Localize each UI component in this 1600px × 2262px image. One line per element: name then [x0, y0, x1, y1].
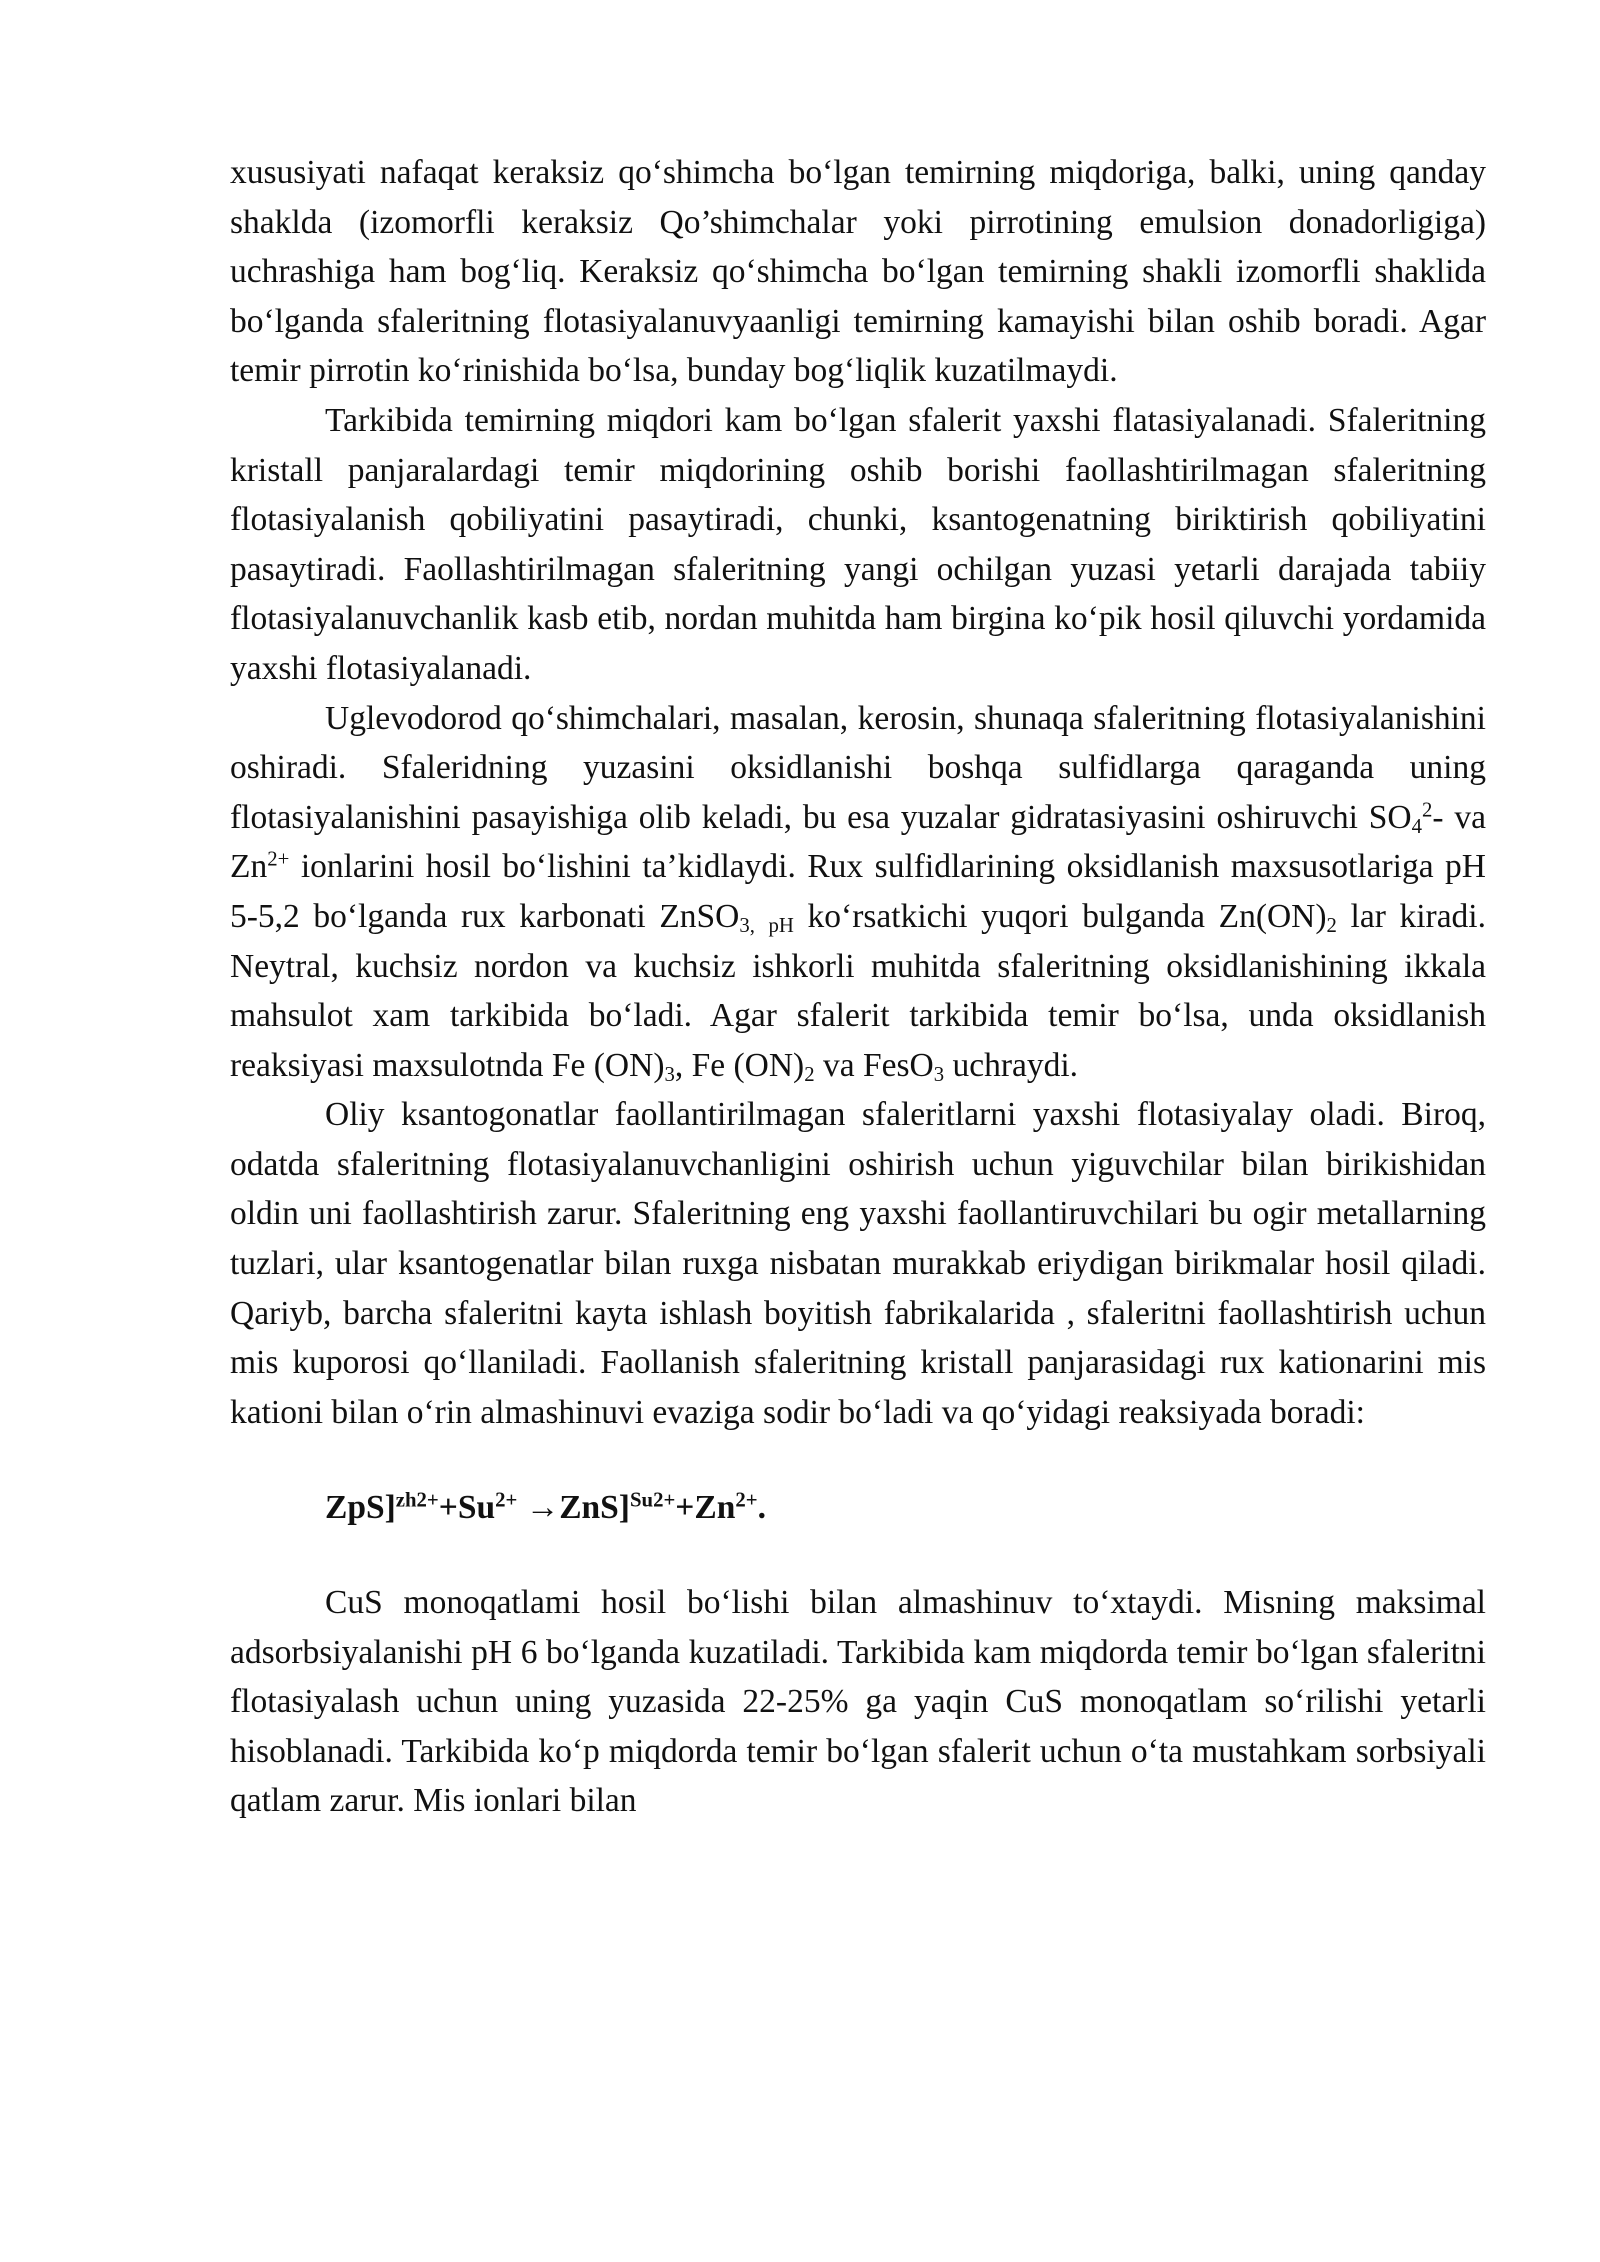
paragraph — [230, 148, 1486, 396]
reaction-equation — [230, 1483, 1486, 1533]
superscript: 2 — [1421, 798, 1433, 822]
text-run: ionlarini hosil bo‘lishini ta’kidlaydi. Rux sulfidlarining oksidlanish maxsusotlariga pH 5-5,2 bo‘lganda rux karbonati ZnSO — [230, 848, 1486, 935]
text-run: CuS monoqatlami hosil bo‘lishi bilan almashinuv to‘xtaydi. Misning maksimal adsorbsiyalanishi pH 6 bo‘lganda kuzatiladi. Tarkibida kam miqdorda temir bo‘lgan sfaleritni flotasiyalash uchun uning yuzasida 22-25% ga yaqin CuS monoqatlam so‘rilishi yetarli hisoblanadi. Tarkibida ko‘p miqdorda temir bo‘lgan sfalerit uchun o‘ta mustahkam sorbsiyali qatlam zarur. Mis ionlari bilan — [230, 1584, 1486, 1820]
subscript: 3, — [739, 914, 755, 938]
subscript: pH — [768, 914, 794, 938]
body-text — [230, 148, 1486, 1437]
text-run: xususiyati nafaqat keraksiz qo‘shimcha bo‘lgan temirning miqdoriga, balki, uning qanday shaklda (izomorfli keraksiz Qo’shimchalar yoki pirrotining emulsion donadorligiga) uchrashiga ham bog‘liq. Keraksiz qo‘shimcha bo‘lgan temirning shakli izomorfli shaklida bo‘lganda sfaleritning flotasiyalanuvyaanligi temirning kamayishi bilan oshib boradi. Agar temir pirrotin ko‘rinishida bo‘lsa, bunday bog‘liqlik kuzatilmaydi. — [230, 154, 1486, 390]
subscript: 3 — [664, 1062, 675, 1086]
superscript: 2+ — [735, 1489, 758, 1513]
paragraph — [230, 1090, 1486, 1437]
text-run: - va Zn — [230, 798, 1486, 886]
subscript: 4 — [1411, 814, 1422, 838]
text-run: Uglevodorod qo‘shimchalari, masalan, kerosin, shunaqa sfaleritning flotasiyalanishini oshiradi. Sfaleridning yuzasini oksidlanishi boshqa sulfidlarga qaraganda uning flotasiyalanishini pasayishiga olib keladi, bu esa yuzalar gidratasiyasini oshiruvchi SO — [230, 699, 1486, 836]
document-page — [230, 148, 1486, 1826]
superscript: 2+ — [495, 1489, 518, 1513]
text-run: Tarkibida temirning miqdori kam bo‘lgan sfalerit yaxshi flatasiyalanadi. Sfaleritning kristall panjaralardagi temir miqdorining oshib borishi faollashtirilmagan sfaleritning flotasiyalanish qobiliyatini pasaytiradi, chunki, ksantogenatning biriktirish qobiliyatini pasaytiradi. Faollashtirilmagan sfaleritning yangi ochilgan yuzasi yetarli darajada tabiiy flotasiyalanuvchanlik kasb etib, nordan muhitda ham birgina ko‘pik hosil qiluvchi yordamida yaxshi flotasiyalanadi. — [230, 401, 1486, 687]
subscript: 3 — [933, 1062, 945, 1086]
paragraph — [230, 396, 1486, 694]
text-run: ZpS] — [325, 1489, 396, 1527]
paragraph — [230, 694, 1486, 1091]
superscript: zh2+ — [395, 1489, 439, 1513]
text-run: uchraydi. — [944, 1046, 1079, 1084]
text-run: lar kiradi. Neytral, kuchsiz nordon va kuchsiz ishkorli muhitda sfaleritning oksidlanishining ikkala mahsulot xam tarkibida bo‘ladi. Agar sfalerit tarkibida temir bo‘lsa, unda oksidlanish reaksiyasi maxsulotnda Fe (ON) — [230, 897, 1486, 1084]
paragraph — [230, 1578, 1486, 1826]
text-run: ko‘rsatkichi yuqori bulganda Zn(ON) — [793, 897, 1327, 935]
text-run — [755, 898, 769, 935]
subscript: 2 — [804, 1062, 815, 1086]
superscript: 2+ — [267, 847, 290, 871]
subscript: 2 — [1326, 914, 1337, 938]
superscript: Su2+ — [629, 1489, 676, 1513]
text-run: +Su — [438, 1489, 496, 1527]
text-run: →ZnS] — [517, 1489, 630, 1527]
text-run: va FesO — [814, 1046, 934, 1084]
text-run: Oliy ksantogonatlar faollantirilmagan sfaleritlarni yaxshi flotasiyalay oladi. Biroq, odatda sfaleritning flotasiyalanuvchanligini oshirish uchun yiguvchilar bilan birikishidan oldin uni faollashtirish zarur. Sfaleritning eng yaxshi faollantiruvchilari bu ogir metallarning tuzlari, ular ksantogenatlar bilan ruxga nisbatan murakkab eriydigan birikmalar hosil qiladi. Qariyb, barcha sfaleritni kayta ishlash boyitish fabrikalarida , sfaleritni faollashtirish uchun mis kuporosi qo‘llaniladi. Faollanish sfaleritning kristall panjarasidagi rux kationarini mis kationi bilan o‘rin almashinuvi evaziga sodir bo‘ladi va qo‘yidagi reaksiyada boradi: — [230, 1096, 1486, 1431]
text-run: , Fe (ON) — [674, 1046, 805, 1084]
text-run: +Zn — [675, 1489, 736, 1527]
text-run: . — [757, 1489, 766, 1527]
closing-text — [230, 1578, 1486, 1826]
